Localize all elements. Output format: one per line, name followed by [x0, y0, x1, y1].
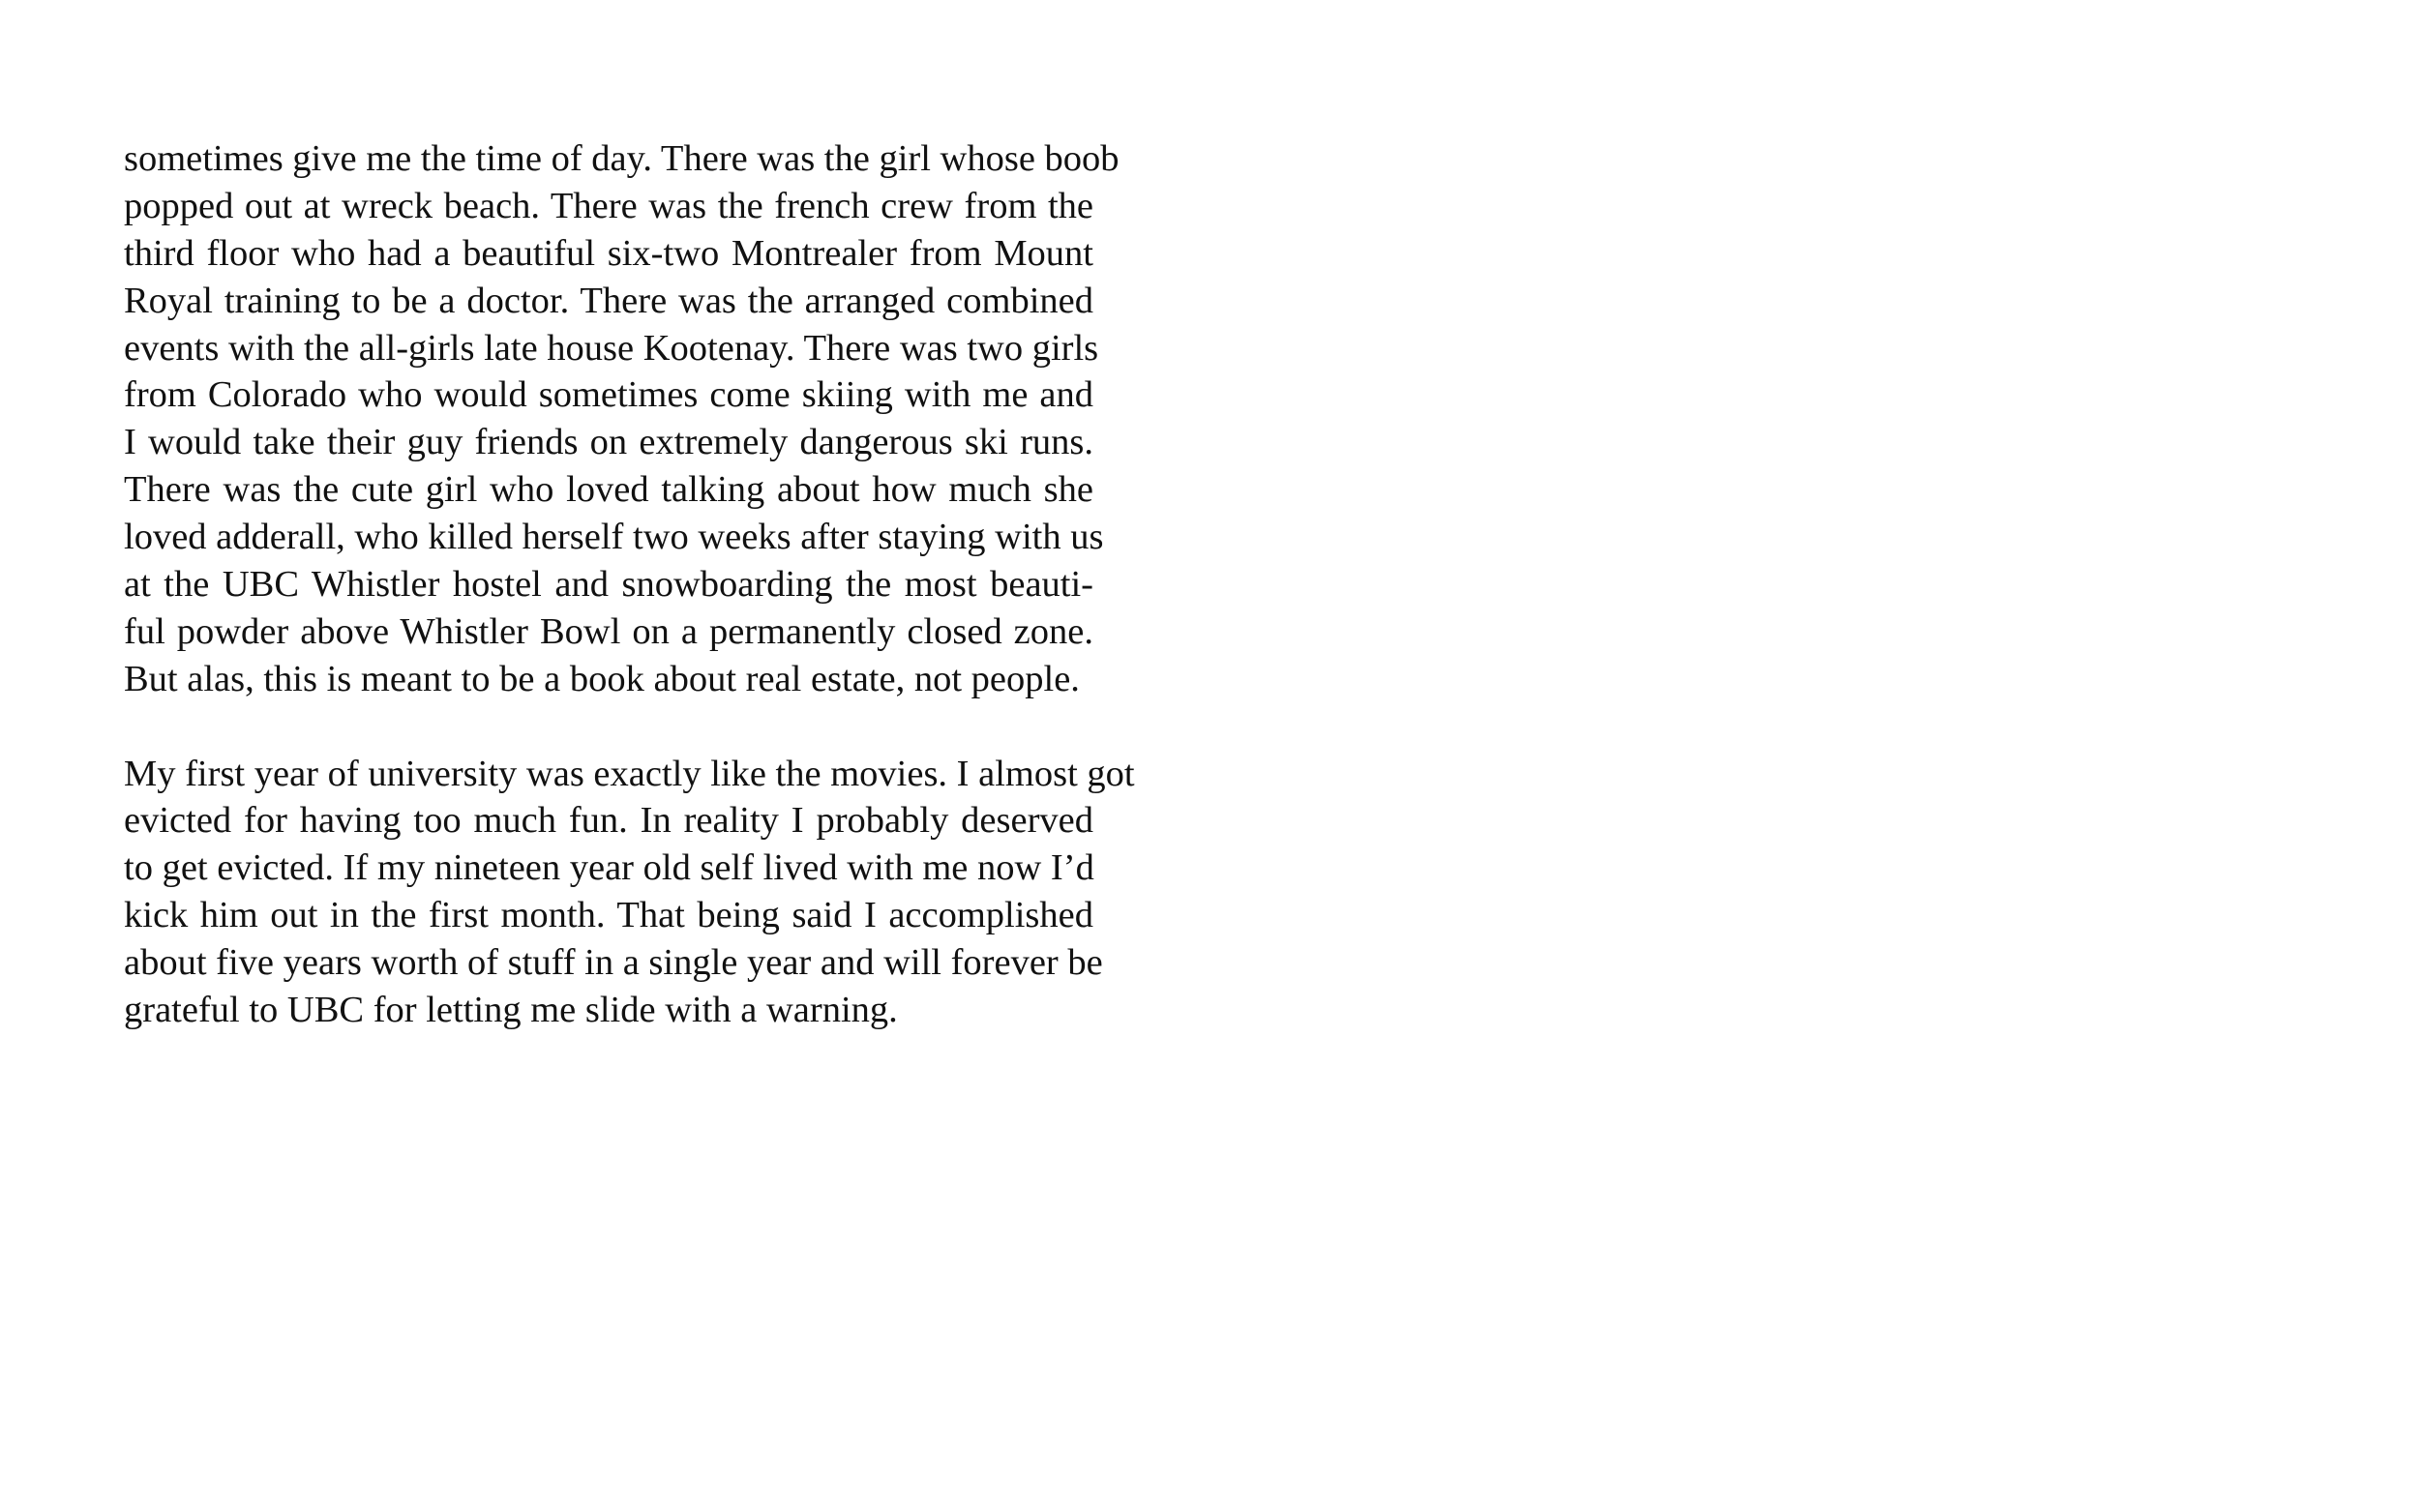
- paragraph-line: popped out at wreck beach. There was the french crew from the: [124, 185, 1093, 226]
- paragraph-line: third floor who had a beautiful six-two Montrealer from Mount: [124, 232, 1093, 274]
- paragraph-line: evicted for having too much fun. In reality I probably deserved: [124, 800, 1093, 842]
- paragraph-line: sometimes give me the time of day. There was the girl whose boob: [124, 138, 1120, 179]
- body-text: [124, 135, 1135, 1034]
- paragraph-line: kick him out in the first month. That being said I accomplished: [124, 895, 1093, 936]
- paragraph-line: loved adderall, who killed herself two weeks after staying with us: [124, 517, 1104, 558]
- paragraph-1: [124, 135, 1120, 703]
- paragraph-line: events with the all-girls late house Kootenay. There was two girls: [124, 327, 1099, 369]
- paragraph-line: about five years worth of stuff in a single year and will forever be: [124, 942, 1103, 984]
- paragraph-line: But alas, this is meant to be a book about real estate, not people.: [124, 658, 1080, 699]
- paragraph-line: at the UBC Whistler hostel and snowboarding the most beauti-: [124, 564, 1093, 606]
- paragraph-line: Royal training to be a doctor. There was the arranged combined: [124, 280, 1093, 321]
- paragraph-spacer: [124, 703, 1093, 751]
- paragraph-line: grateful to UBC for letting me slide with a warning.: [124, 990, 898, 1031]
- paragraph-line: from Colorado who would sometimes come skiing with me and: [124, 374, 1093, 416]
- paragraph-line: ful powder above Whistler Bowl on a permanently closed zone.: [124, 610, 1093, 652]
- paragraph-2: [124, 751, 1135, 1034]
- paragraph-line: to get evicted. If my nineteen year old self lived with me now I’d: [124, 847, 1094, 889]
- paragraph-line: There was the cute girl who loved talking about how much she: [124, 469, 1093, 511]
- paragraph-line: I would take their guy friends on extremely dangerous ski runs.: [124, 422, 1093, 463]
- paragraph-line: My first year of university was exactly like the movies. I almost got: [124, 753, 1135, 794]
